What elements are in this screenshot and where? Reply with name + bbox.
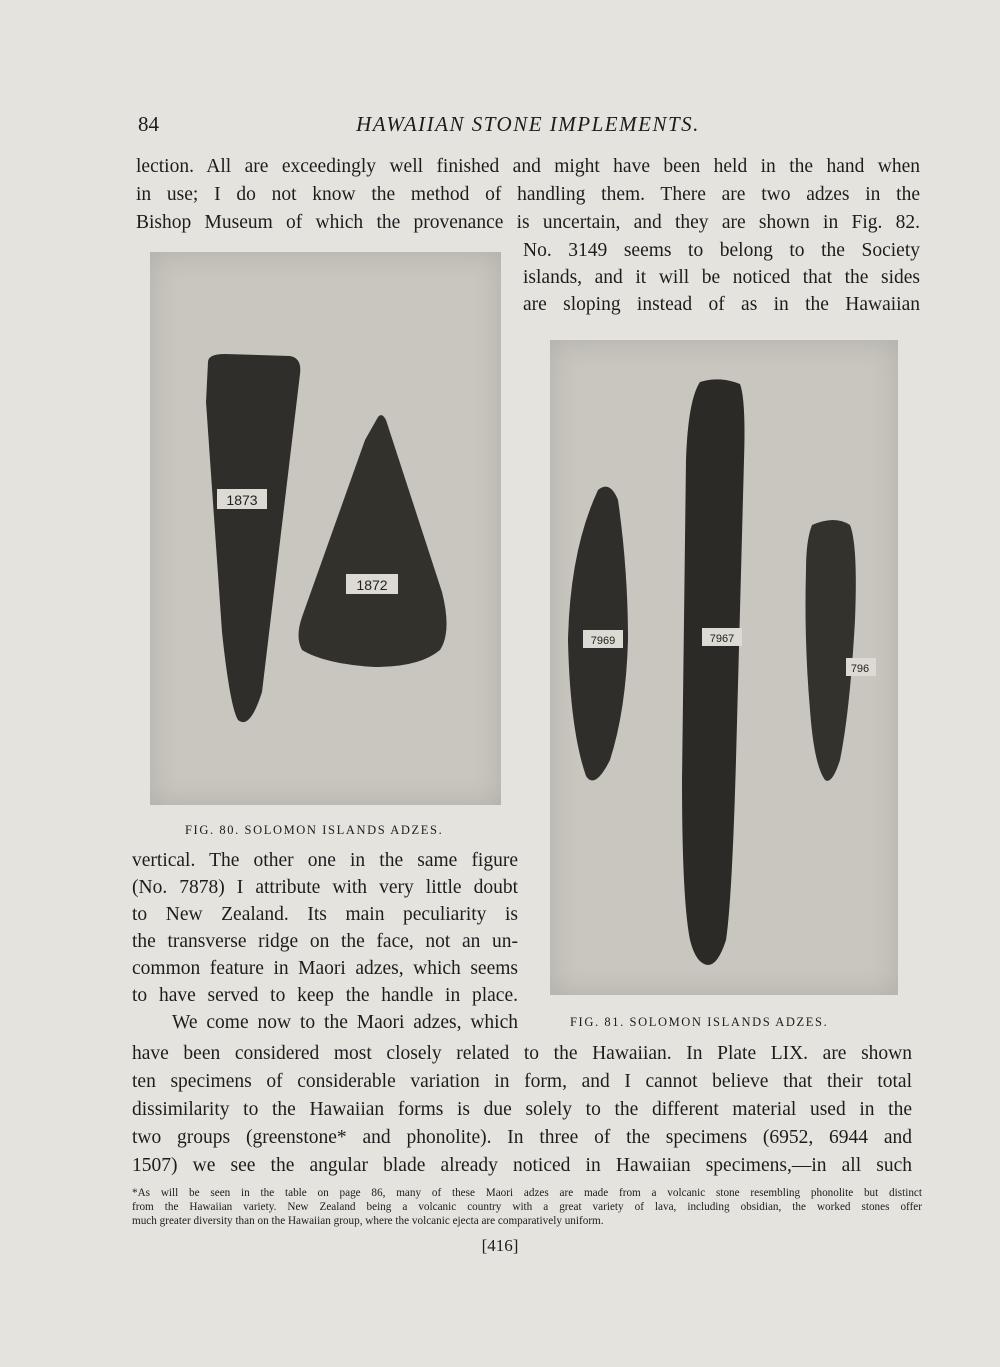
footnote-line: *As will be seen in the table on page 86, many of these Maori adzes are made from a volcanic stone resembling phonolite but distinct xyxy=(132,1187,922,1199)
body-line: islands, and it will be noticed that the sides xyxy=(523,267,920,288)
adze-796 xyxy=(806,520,856,781)
body-line: in use; I do not know the method of handling them. There are two adzes in the xyxy=(136,184,920,205)
adze-1872 xyxy=(299,415,447,667)
body-line: ten specimens of considerable variation in form, and I cannot believe that their total xyxy=(132,1071,912,1092)
body-line: 1507) we see the angular blade already noticed in Hawaiian specimens,—in all such xyxy=(132,1155,912,1176)
body-line: (No. 7878) I attribute with very little doubt xyxy=(132,877,518,898)
body-line: common feature in Maori adzes, which seems xyxy=(132,958,518,979)
body-line: to have served to keep the handle in place. xyxy=(132,985,518,1006)
body-line: two groups (greenstone* and phonolite). In three of the specimens (6952, 6944 and xyxy=(132,1127,912,1148)
specimen-label: 7969 xyxy=(590,635,616,647)
specimen-label: 1873 xyxy=(226,492,258,508)
figure-81-caption: FIG. 81. SOLOMON ISLANDS ADZES. xyxy=(570,1015,829,1029)
body-line: lection. All are exceedingly well finished and might have been held in the hand when xyxy=(136,156,920,177)
specimen-label: 796 xyxy=(850,663,870,675)
body-line: the transverse ridge on the face, not an un- xyxy=(132,931,518,952)
body-line: are sloping instead of as in the Hawaiian xyxy=(523,294,920,315)
folio: [416] xyxy=(481,1236,519,1255)
body-line: to New Zealand. Its main peculiarity is xyxy=(132,904,518,925)
footnote-line: from the Hawaiian variety. New Zealand being a volcanic country with a great variety of lava, including obsidian, the worked stones offer xyxy=(132,1201,922,1213)
figure-80-caption: FIG. 80. SOLOMON ISLANDS ADZES. xyxy=(185,823,444,837)
adze-7967 xyxy=(682,379,745,965)
running-head xyxy=(136,112,920,142)
adze-1873 xyxy=(206,354,300,722)
body-line: vertical. The other one in the same figure xyxy=(132,850,518,871)
body-line: have been considered most closely related to the Hawaiian. In Plate LIX. are shown xyxy=(132,1043,912,1064)
page-title: HAWAIIAN STONE IMPLEMENTS. xyxy=(356,112,700,136)
body-line: dissimilarity to the Hawaiian forms is due solely to the different material used in the xyxy=(132,1099,912,1120)
figure-81-photo xyxy=(550,340,898,995)
body-line: No. 3149 seems to belong to the Society xyxy=(523,240,920,261)
body-line: Bishop Museum of which the provenance is uncertain, and they are shown in Fig. 82. xyxy=(136,212,920,233)
figure-81-image xyxy=(550,340,898,995)
specimen-label: 1872 xyxy=(356,577,388,593)
page-number: 84 xyxy=(138,112,159,136)
figure-80-photo xyxy=(150,252,501,805)
figure-80-image xyxy=(150,252,501,805)
specimen-label: 7967 xyxy=(709,633,735,645)
body-line: We come now to the Maori adzes, which xyxy=(172,1012,518,1033)
footnote-line: much greater diversity than on the Hawaiian group, where the volcanic ejecta are comparatively uniform. xyxy=(132,1215,604,1227)
